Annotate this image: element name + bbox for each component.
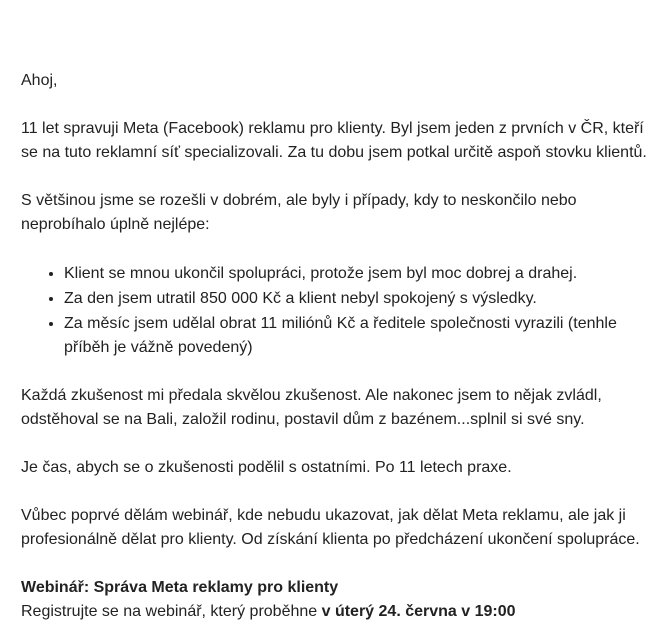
case-2-line-1: • Za den jsem utratil 850 000 Kč a klient nebyl spokojený s výsledky. xyxy=(64,290,537,307)
lesson-line-2: odstěhoval se na Bali, založil rodinu, postavil dům z bazénem...splnil si své sny. xyxy=(21,411,585,428)
case-1-line-1: • Klient se mnou ukončil spolupráci, protože jsem byl moc dobrej a drahej. xyxy=(64,265,578,282)
email-content xyxy=(21,69,661,624)
intro-line-1: 11 let spravuji Meta (Facebook) reklamu pro klienty. Byl jsem jeden z prvních v ČR, kteří xyxy=(21,120,644,137)
lesson-line-1: Každá zkušenost mi předala skvělou zkušenost. Ale nakonec jsem to nějak zvládl, xyxy=(21,387,602,404)
webinar-intro-line-1: Vůbec poprvé dělám webinář, kde nebudu ukazovat, jak dělat Meta reklamu, ale jak ji xyxy=(21,507,626,524)
list-item xyxy=(64,286,661,311)
greeting: Ahoj, xyxy=(21,72,58,89)
case-3-line-2: příběh je vážně povedený) xyxy=(64,339,253,356)
intro-paragraph xyxy=(21,117,661,165)
lesson-paragraph xyxy=(21,384,661,432)
cases-list xyxy=(21,261,661,360)
experience-line-2: neprobíhalo úplně nejlépe: xyxy=(21,216,210,233)
case-3-line-1: • Za měsíc jsem udělal obrat 11 miliónů Kč a ředitele společnosti vyrazili (tenhle xyxy=(64,315,617,332)
list-item xyxy=(64,311,661,360)
registration-text: Registrujte se na webinář, který proběhne xyxy=(21,603,322,620)
experience-paragraph xyxy=(21,189,661,237)
intro-line-2: se na tuto reklamní síť specializovali. Za tu dobu jsem potkal určitě aspoň stovku klientů. xyxy=(21,144,647,161)
webinar-intro-paragraph xyxy=(21,504,661,552)
registration-line xyxy=(21,600,661,624)
list-item xyxy=(64,261,661,286)
webinar-title: Webinář: Správa Meta reklamy pro klienty xyxy=(21,579,339,596)
webinar-intro-line-2: profesionálně dělat pro klienty. Od získání klienta po předcházení ukončení spolupráce. xyxy=(21,531,640,548)
share-paragraph: Je čas, abych se o zkušenosti podělil s ostatními. Po 11 letech praxe. xyxy=(21,459,512,476)
experience-line-1: S většinou jsme se rozešli v dobrém, ale byly i případy, kdy to neskončilo nebo xyxy=(21,192,577,209)
registration-date: v úterý 24. června v 19:00 xyxy=(321,603,516,620)
